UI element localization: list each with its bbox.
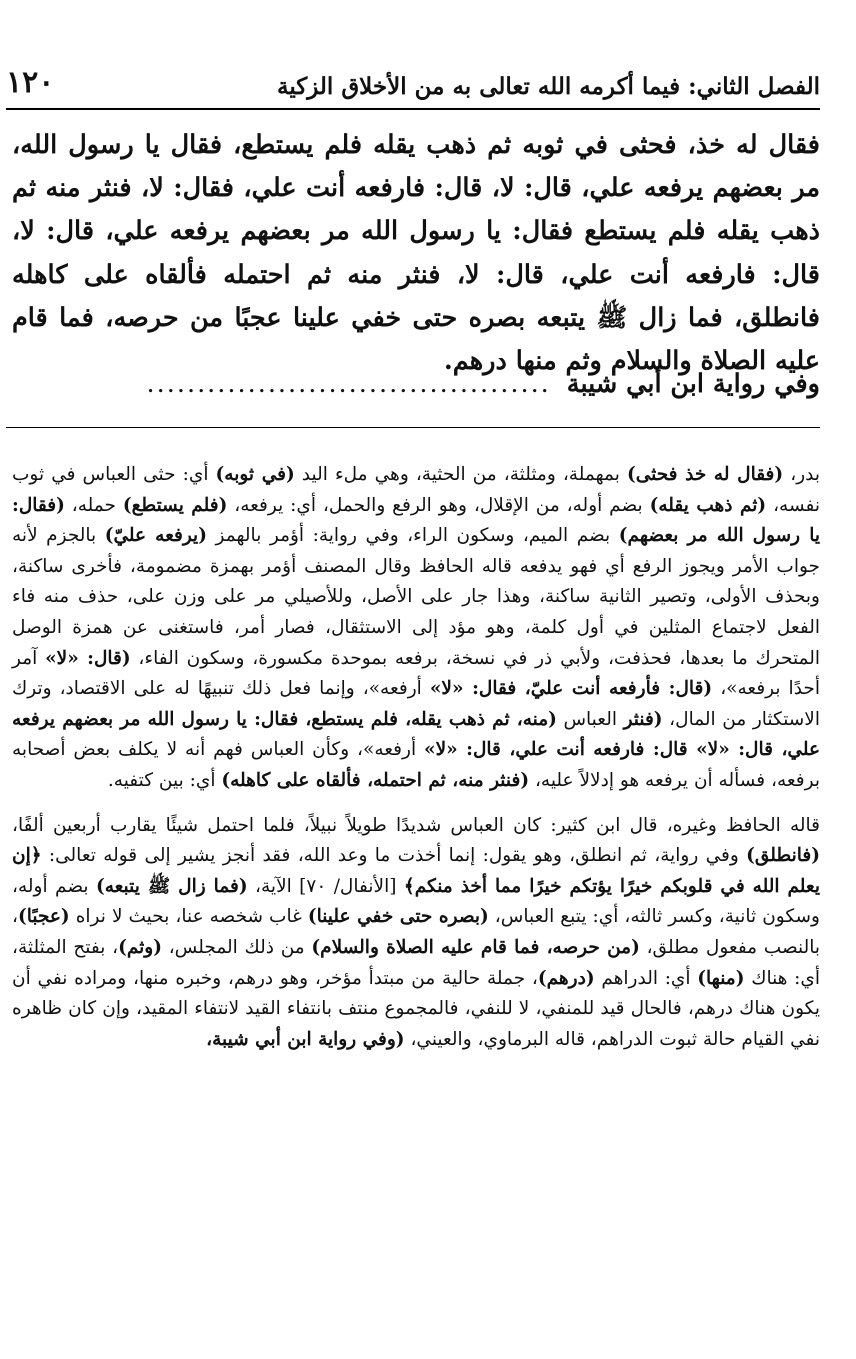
quoted-lemma: (يرفعه عليّ) [104,525,207,547]
commentary-text: آمر أحدًا برفعه»، [12,647,820,700]
quoted-lemma: (قال: «لا» [45,647,131,669]
chapter-title: الفصل الثاني: فيما أكرمه الله تعالى به من الأخلاق الزكية [277,73,820,100]
quoted-lemma: (منها) [697,967,745,989]
quoted-lemma: (وثم) [118,936,162,958]
commentary-text: بضم الميم، وسكون الراء، وفي رواية: أؤمر بالهمز [206,525,619,547]
running-header [6,56,820,100]
quoted-lemma: (ثم ذهب يقله) [649,494,767,516]
matn-text: فقال له خذ، فحثى في ثوبه ثم ذهب يقله فلم يستطع، فقال يا رسول الله، مر بعضهم يرفعه علي، قال: لا، قال: فارفعه أنت علي، فقال: لا، فنثر منه ثم ذهب يقله فلم يستطع فقال: يا رسول الله مر بعضهم يرفعه علي، قال: لا، قال: فارفعه أنت علي، قال: لا، فنثر منه ثم احتمله فألقاه على كاهله فانطلق، فما زال ﷺ يتبعه بصره حتى خفي علينا عجبًا من حرصه، فما قام عليه الصلاة والسلام وثم منها درهم. [12,130,820,377]
sharh-block [12,460,820,1055]
commentary-text: قاله الحافظ وغيره، قال ابن كثير: كان العباس شديدًا طويلاً نبيلاً، فلما احتمل شيئًا يقارب أربعين ألفًا، [12,814,820,836]
commentary-text: ، بفتح المثلثة، أي: هناك [12,936,821,989]
commentary-text: حمله، [64,494,123,516]
commentary-text: أرفعه»، وإنما فعل ذلك تنبيهًا له على الاقتصاد، وترك الاستكثار من المال، [12,678,820,730]
quoted-lemma: (درهم) [537,967,595,989]
commentary-text: غاب شخصه عنا، بحيث لا نراه [69,906,308,928]
commentary-text: بضم أوله، من الإقلال، وهو الرفع والحمل، أي: يرفعه، [227,494,650,516]
commentary-text: أي: حثى العباس في ثوب نفسه، [12,464,820,516]
commentary-text: بضم أوله، وسكون ثانية، وكسر ثالثه، أي: يتبع العباس، [12,875,820,928]
commentary-text: [الأنفال/ ٧٠] الآية، [247,875,404,897]
quoted-lemma: (فقال: يا رسول الله مر بعضهم) [12,494,820,547]
dotted-leader: ........................................ [146,368,551,399]
commentary-text: بالجزم لأنه جواب الأمر ويجوز الرفع أي فهو يدفعه قاله الحافظ وقال المصنف أؤمر بهمزة مضمومة، فأخرى ساكنة، وبحذف الأولى، وتصير الثانية ساكنة، وهذا جار على الأصل، وللأصيلي مر على وزن على، حذف منه فاء الفعل لاجتماع المثلين في أول كلمة، وهو مؤد إلى الاستثقال، فصار أمر، فاستغنى عن همزة الوصل المتحرك ما بعدها، فحذفت، ولأبي ذر في نسخة، برفعه بموحدة مكسورة، وسكون الفاء، [12,525,820,669]
quoted-lemma: (فانطلق) [746,845,820,867]
header-rule [6,108,820,110]
quoted-lemma: (منه، ثم ذهب يقله، فلم يستطع، فقال: يا رسول الله مر بعضهم يرفعه علي، قال: «لا» قال: فارفعه أنت علي، قال: «لا» [12,708,820,761]
quoted-lemma: (في ثوبه) [215,464,295,485]
sharh-paragraph [12,811,820,1056]
commentary-text: ، بالنصب مفعول مطلق، [12,906,821,958]
quoted-lemma: (من حرصه، فما قام عليه الصلاة والسلام) [311,936,640,958]
quoted-lemma: (بصره حتى خفي علينا) [307,906,489,928]
quoted-lemma: (فما زال ﷺ يتبعه) [95,875,248,897]
commentary-text: أي: الدراهم [594,967,698,989]
quoted-lemma: (فلم يستطع) [122,494,228,516]
commentary-text: بمهملة، ومثلثة، من الحثية، وهي ملء اليد [294,464,627,485]
commentary-text: أي: بين كتفيه. [107,769,222,791]
commentary-text: وفي رواية، ثم انطلق، وهو يقول: إنما أخذت ما وعد الله، فقد أنجز يشير إلى قوله تعالى: [41,845,747,867]
matn-continuation-line [12,362,820,405]
commentary-text: ، جملة حالية من مبتدأ مؤخر، وهو درهم، وخبره منها، ومراده نفي أن يكون هناك درهم، فالحال قيد للمنفي، لا للنفي، فالمجموع منتف بانتفاء القيد لانتفاء المقيد، وإن كان ظاهره نفي القيام حالة ثبوت الدراهم، قاله البرماوي، والعيني، [12,967,820,1050]
quoted-lemma: (فقال له خذ فحثى) [626,464,784,485]
page-number: ١٢٠ [6,65,55,100]
quoted-lemma: (عجبًا) [17,906,70,928]
commentary-text: العباس [556,708,624,730]
section-divider [6,427,820,428]
quoted-lemma: (قال: فأرفعه أنت عليّ، فقال: «لا» [429,678,713,700]
matn-block [12,124,820,383]
quoted-lemma: (فنثر [623,708,663,730]
commentary-text: أرفعه»، وكأن العباس فهم أنه لا يكلف بعض أصحابه برفعه، فسأله أن يرفعه هو إدلالاً عليه، [12,739,820,791]
commentary-text: بدر، [783,464,820,485]
matn-last-line: وفي رواية ابن أبي شيبة [566,368,820,399]
quoted-lemma: (فنثر منه، ثم احتمله، فألقاه على كاهله) [221,769,530,791]
quoted-lemma: ﴿إن يعلم الله في قلوبكم خيرًا يؤتكم خيرًا مما أخذ منكم﴾ [12,845,820,897]
sharh-paragraph [12,460,820,797]
quoted-lemma: (وفي رواية ابن أبي شيبة، [206,1028,405,1050]
commentary-text: من ذلك المجلس، [162,936,312,958]
